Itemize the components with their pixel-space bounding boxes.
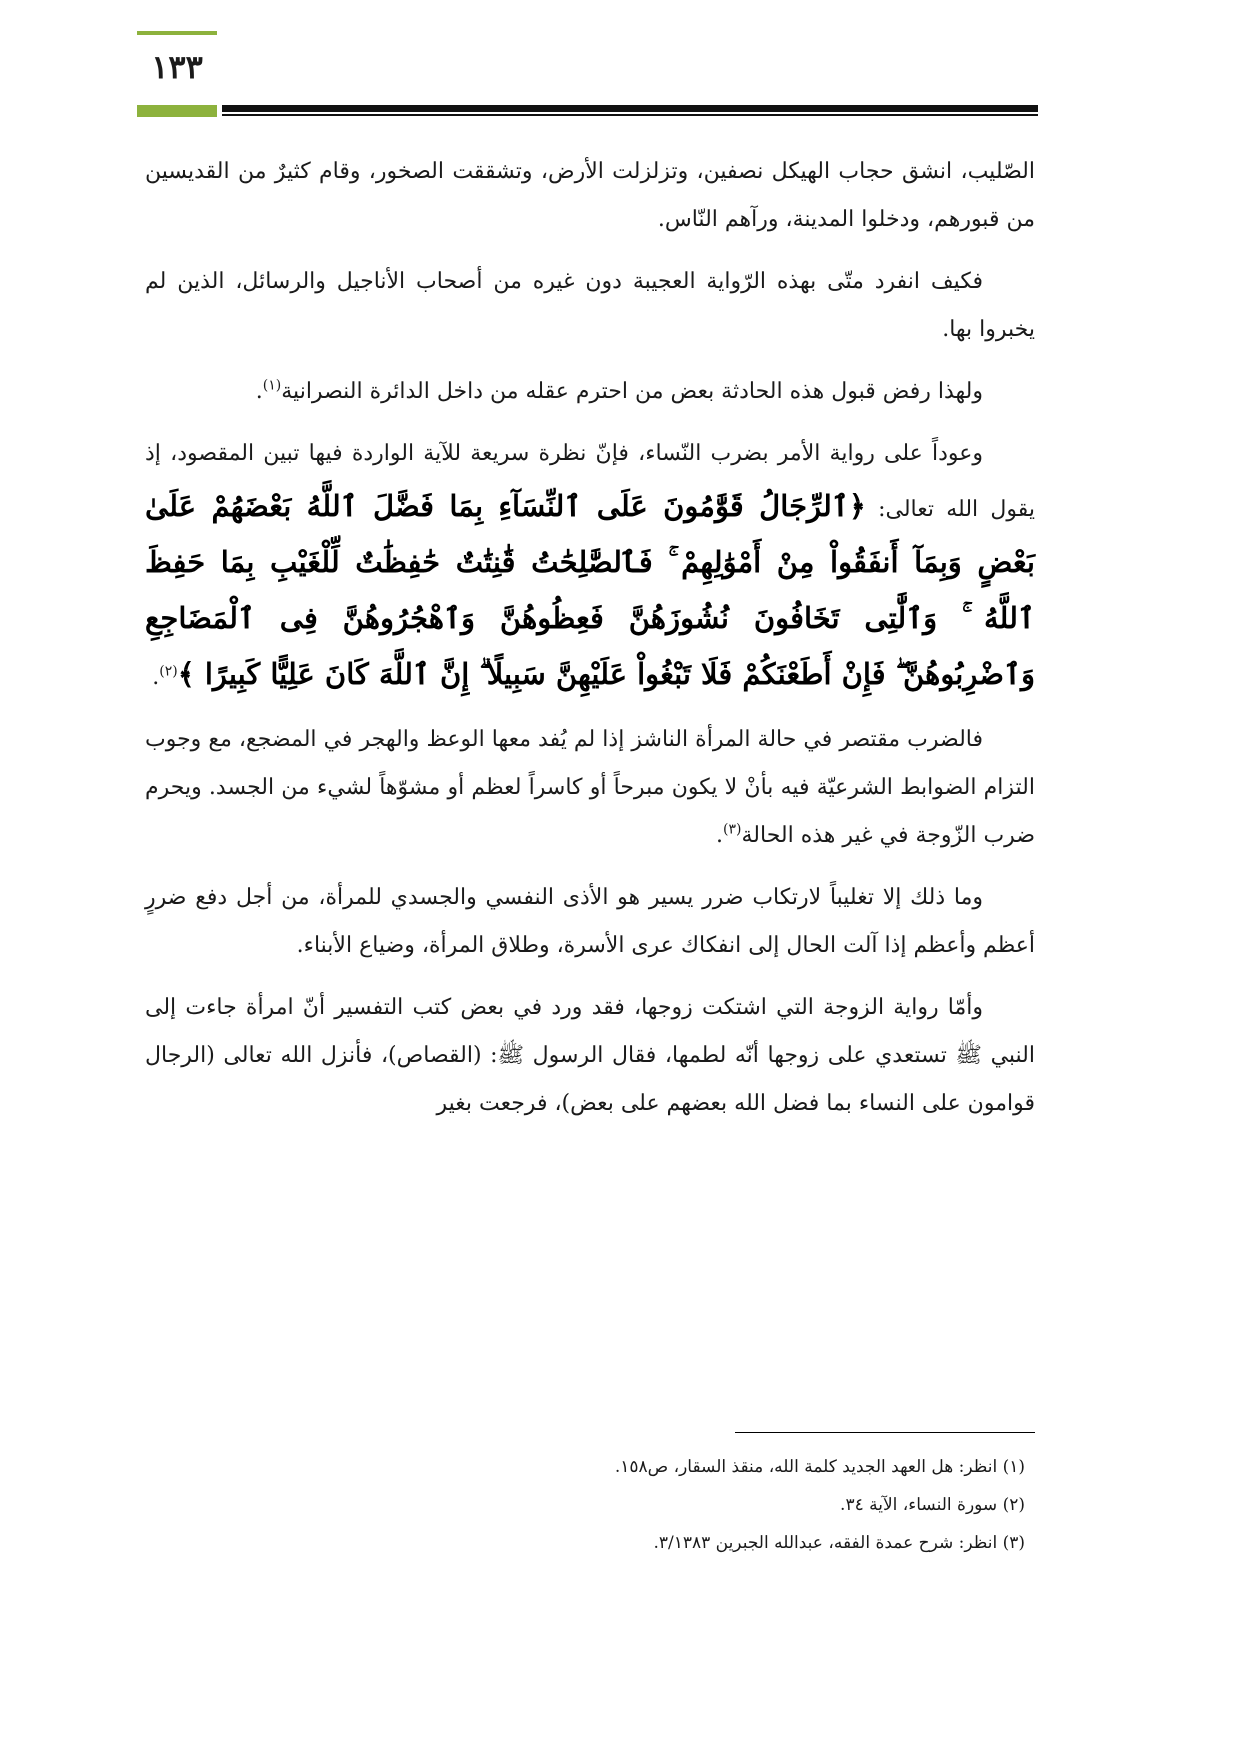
- footnotes: [145, 1448, 1035, 1562]
- paragraph-5-text: فالضرب مقتصر في حالة المرأة الناشز إذا لم يُفد معها الوعظ والهجر في المضجع، مع وجوب التزام الضوابط الشرعيّة فيه بأنْ لا يكون مبرحاً أو كاسراً لعظم أو مشوّهاً لشيء من الجسد. ويحرم ضرب الزّوجة في غير هذه الحالة: [145, 727, 1035, 848]
- footnote-ref-2: (٢): [159, 663, 178, 680]
- paragraph-4: [145, 430, 1035, 702]
- header-rule-thin: [222, 114, 1038, 116]
- paragraph-3-end: .: [255, 379, 263, 404]
- page-number-block: [137, 31, 217, 117]
- page-number: ١٣٣: [151, 48, 203, 86]
- paragraph-3: [145, 368, 1035, 416]
- green-accent-top: [137, 31, 217, 35]
- main-text: [145, 148, 1035, 1142]
- paragraph-7: وأمّا رواية الزوجة التي اشتكت زوجها، فقد ورد في بعض كتب التفسير أنّ امرأة جاءت إلى النبي ﷺ تستعدي على زوجها أنّه لطمها، فقال الرسول ﷺ: (القصاص)، فأنزل الله تعالى (الرجال قوامون على النساء بما فضل الله بعضهم على بعض)، فرجعت بغير: [145, 995, 1035, 1116]
- footnote-ref-1: (١): [262, 377, 282, 394]
- header-rule: [222, 105, 1038, 117]
- paragraph-4-text: وعوداً على رواية الأمر بضرب النّساء، فإنّ نظرة سريعة للآية الواردة فيها تبين المقصود، إذ يقول الله تعالى:: [145, 441, 1036, 522]
- paragraph-2: فكيف انفرد متّى بهذه الرّواية العجيبة دون غيره من أصحاب الأناجيل والرسائل، الذين لم يخبروا بها.: [145, 269, 1035, 342]
- footnote-3: (٣) انظر: شرح عمدة الفقه، عبدالله الجبرين ٣/١٣٨٣.: [653, 1533, 1025, 1553]
- green-accent-bottom: [137, 105, 217, 117]
- paragraph-3-text: ولهذا رفض قبول هذه الحادثة بعض من احترم عقله من داخل الدائرة النصرانية: [281, 379, 983, 404]
- footnote-2: (٢) سورة النساء، الآية ٣٤.: [840, 1495, 1025, 1515]
- paragraph-5-end: .: [716, 823, 724, 848]
- paragraph-4-end: .: [152, 665, 160, 690]
- footnote-ref-3: (٣): [723, 821, 742, 838]
- paragraph-5: [145, 716, 1035, 860]
- footnote-1: (١) انظر: هل العهد الجديد كلمة الله، منقذ السقار، ص١٥٨.: [614, 1457, 1025, 1477]
- paragraph-6: وما ذلك إلا تغليباً لارتكاب ضرر يسير هو الأذى النفسي والجسدي للمرأة، من أجل دفع ضررٍ أعظم وأعظم إذا آلت الحال إلى انفكاك عرى الأسرة، وطلاق المرأة، وضياع الأبناء.: [145, 885, 1035, 958]
- paragraph-1: الصّليب، انشق حجاب الهيكل نصفين، وتزلزلت الأرض، وتشققت الصخور، وقام كثيرٌ من القديسين من قبورهم، ودخلوا المدينة، ورآهم النّاس.: [145, 159, 1035, 232]
- header-rule-thick: [222, 105, 1038, 112]
- footnote-separator: [735, 1432, 1035, 1433]
- quran-verse: ﴿ٱلرِّجَالُ قَوَّٰمُونَ عَلَى ٱلنِّسَآءِ بِمَا فَضَّلَ ٱللَّهُ بَعْضَهُمْ عَلَىٰ بَعْضٍ وَبِمَآ أَنفَقُواْ مِنْ أَمْوَٰلِهِمْ ۚ فَٱلصَّٰلِحَٰتُ قَٰنِتَٰتٌ حَٰفِظَٰتٌ لِّلْغَيْبِ بِمَا حَفِظَ ٱللَّهُ ۚ وَٱلَّٰتِى تَخَافُونَ نُشُوزَهُنَّ فَعِظُوهُنَّ وَٱهْجُرُوهُنَّ فِى ٱلْمَضَاجِعِ وَٱضْرِبُوهُنَّ ۖ فَإِنْ أَطَعْنَكُمْ فَلَا تَبْغُواْ عَلَيْهِنَّ سَبِيلًا ۗ إِنَّ ٱللَّهَ كَانَ عَلِيًّا كَبِيرًا ﴾: [145, 489, 1035, 691]
